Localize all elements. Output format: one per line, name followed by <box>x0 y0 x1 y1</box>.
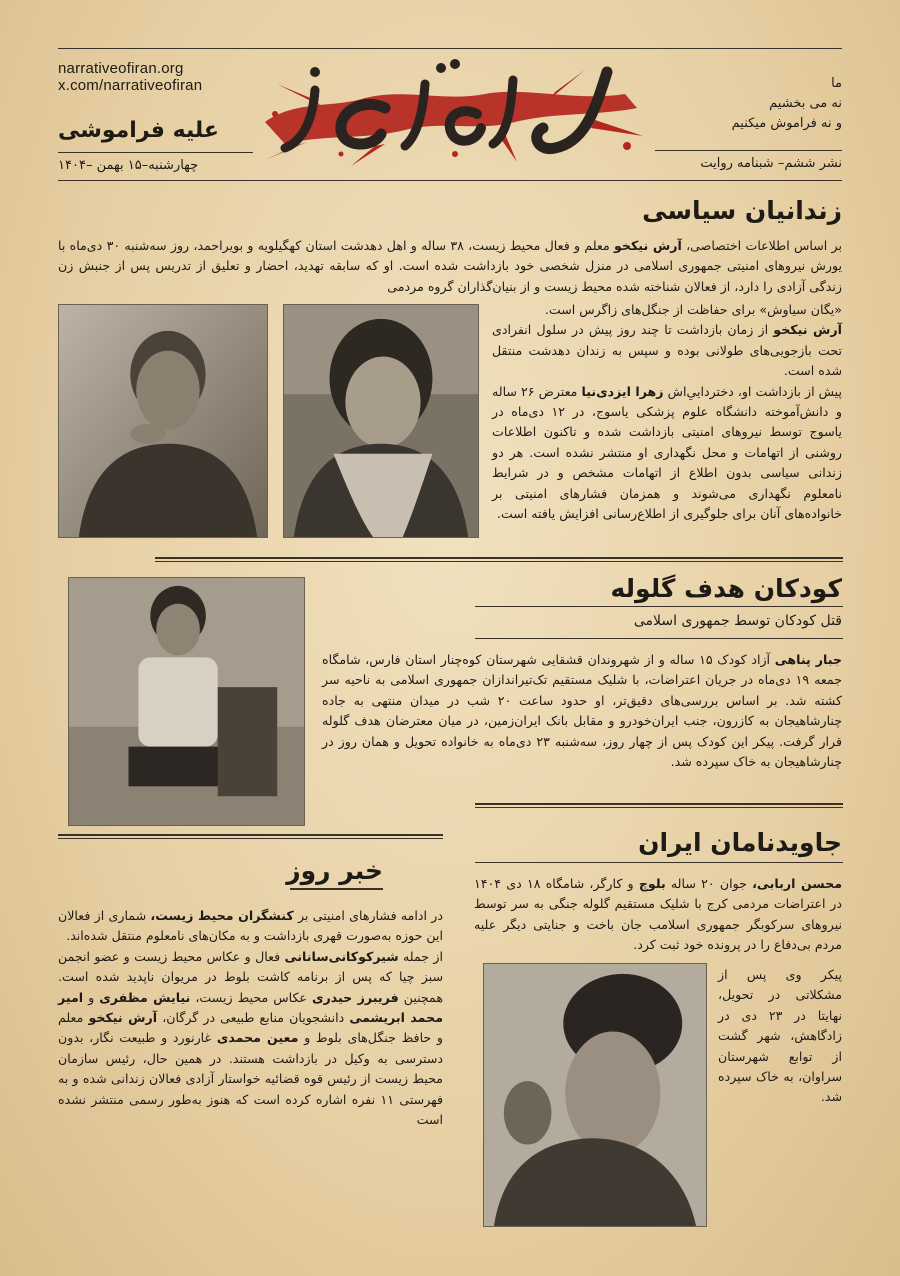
header-left-rule <box>58 152 253 153</box>
news-name-4: امیر محمد ابریشمی <box>58 989 444 1026</box>
news-p1 <box>58 906 443 947</box>
children-paragraph <box>322 650 842 772</box>
martyrs-rule <box>475 862 843 863</box>
martyr-name-mohsen: محسن اربابی، <box>752 876 842 891</box>
martyrs-p1-bold: بلوچ <box>638 876 666 891</box>
news-p2-prefix: از جمله <box>403 948 443 964</box>
slogan <box>642 72 842 136</box>
prisoners-intro-paragraph <box>58 236 842 297</box>
prisoners-p3 <box>492 320 842 381</box>
header-bottom-rule <box>58 180 842 181</box>
political-prisoners-title: زندانیان سیاسی <box>642 196 842 225</box>
slogan-line-3: و نه فراموش میکنیم <box>731 116 842 131</box>
prisoners-p2: «یگان سیاوش» برای حفاظت از جنگل‌های زاگرس است. <box>544 302 842 317</box>
news-name-6: معین محمدی <box>216 1030 299 1046</box>
children-title: کودکان هدف گلوله <box>610 574 842 603</box>
news-p2-rest: غارنورد و طبیعت نگار، بدون دسترسی به وکیل در بازداشت هستند. در همین حال، رئیس سازمان محیط زیست از رئیس قوه قضائیه خواستار آزادی فعالان زندانی شده و به فهرستی ۱۱ نفره اشاره کرده است که هنوز به‌طور رسمی منتشر نشده است <box>58 1030 443 1128</box>
news-name-2: فریبرز حیدری <box>311 989 399 1005</box>
prisoners-p4-rest: معترض ۲۶ ساله و دانش‌آموخته دانشگاه علوم پزشکی یاسوج، در ۱۲ دی‌ماه در یاسوج توسط نیروهای امنیتی بازداشت شده و تاکنون اطلاعات روشنی از اتهامات و محل نگهداری او منتشر نشده است. هر دو زندانی سیاسی بدون اطلاع از اتهامات مشخص و در شرایط نامعلوم نگهداری می‌شوند و همزمان فشارهای امنیتی بر خانواده‌های آنان برای جلوگیری از اطلاع‌رسانی افزایش یافته است. <box>492 383 843 522</box>
section-divider-3 <box>58 834 443 839</box>
prisoner-name-arash-2: آرش نیکخو <box>773 322 842 338</box>
prisoners-details <box>492 300 842 524</box>
martyrs-burial-paragraph: پیکر وی پس از مشکلاتی در تحویل، نهایتا در ۲۳ دی در زادگاهش، شهر گشت از توابع شهرستان سراوان، به خاک سپرده شد. <box>718 967 842 1105</box>
news-p2-mid4: معلم و حافظ جنگل‌های بلوط و <box>58 1010 443 1046</box>
edition-label: نشر ششم– شبنامه روایت <box>700 156 842 171</box>
news-p1-bold: کنشگران محیط زیست، <box>150 908 294 923</box>
prisoner-name-zahra: زهرا ایزدی‌نیا <box>581 383 664 399</box>
section-divider-1 <box>155 557 843 562</box>
photo-jabbar-panahi <box>68 577 305 826</box>
prisoners-p4-prefix: پیش از بازداشت او، دخترداییِ‌اش <box>667 383 842 399</box>
child-name-jabbar: جبار پناهی <box>774 652 842 667</box>
slogan-line-1: ما <box>831 76 842 91</box>
prisoners-p4 <box>492 382 842 525</box>
news-name-1: شیرکوکانی‌سانانی <box>284 948 399 964</box>
news-p1-rest: شماری از فعالان این حوزه به‌صورت قهری بازداشت و به مکان‌های نامعلوم منتقل شده‌اند. <box>58 908 443 944</box>
news-p2-mid2: عکاس محیط زیست، <box>195 989 307 1005</box>
martyrs-paragraph <box>474 874 842 956</box>
prisoners-p1-prefix: بر اساس اطلاعات اختصاصی، <box>686 238 842 253</box>
prisoner-name-arash: آرش نیکخو <box>614 238 682 253</box>
children-subtitle: قتل کودکان توسط جمهوری اسلامی <box>633 613 842 629</box>
photo-arash-nikkhoo <box>58 304 268 538</box>
site-links <box>58 60 202 94</box>
martyrs-p1-rest: و کارگر، شامگاه ۱۸ دی ۱۴۰۴ در اعتراضات مردمی کرج با شلیک مستقیم گلوله جنگی به سر توسط نیروهای سرکوبگر جمهوری اسلامب جان باخت و جنایتی دیگر علیه مردم بی‌دفاع را در پرونده خود ثبت کرد. <box>474 876 842 953</box>
photo-zahra-izadinia <box>283 304 479 538</box>
news-name-5: آرش نیکخو <box>88 1010 158 1026</box>
children-rule-bottom <box>475 638 843 639</box>
news-p2-mid1: فعال و عکاس محیط زیست و عضو انجمن سبز چیا که پس از برنامه کاشت بلوط در مریوان ناپدید شده است. همچنین <box>58 948 443 1005</box>
news-p1-prefix: در ادامه فشارهای امنیتی بر <box>297 908 443 923</box>
news-body <box>58 906 443 1130</box>
news-p2-mid3: دانشجویان منابع طبیعی در گرگان، <box>162 1010 345 1026</box>
masthead-logo <box>255 50 645 168</box>
photo-mohsen-arbabi <box>483 963 707 1227</box>
news-p2-and: و <box>88 989 95 1005</box>
section-divider-2 <box>475 803 843 808</box>
martyrs-p1-mid: جوان ۲۰ ساله <box>670 876 747 891</box>
issue-date: چهارشنبه–۱۵ بهمن –۱۴۰۴ <box>58 158 199 173</box>
news-name-3: نیایش مظفری <box>99 989 191 1005</box>
x-url-link[interactable]: x.com/narrativeofiran <box>58 77 203 94</box>
news-p2 <box>58 947 443 1131</box>
martyrs-title: جاویدنامان ایران <box>638 828 842 857</box>
header-right-rule <box>655 150 842 151</box>
header-top-rule <box>58 48 842 49</box>
slogan-line-2: نه می بخشیم <box>769 96 842 111</box>
news-title-underline <box>290 888 383 890</box>
children-text: آزاد کودک ۱۵ ساله و از شهروندان قشقایی شهرستان کوه‌چنار استان فارس، شامگاه جمعه ۱۹ دی‌ماه در جریان اعتراضات، با شلیک مستقیم تک‌تیراندازان جمهوری اسلامی به ناحیه سر کشته شد. بر اساس بررسی‌های دقیق‌تر، او حدود ساعت ۲۰ شب در میدان منتهی به جاده چنارشاهیجان به کازرون، جنب ایران‌خودرو و مقابل بانک ایران‌زمین، در میان معترضان هدف گلوله قرار گرفت. پیکر این کودک پس از چهار روز، سه‌شنبه ۲۳ دی‌ماه به خانواده تحویل و همان روز در چنارشاهیجان به خاک سپرده شد. <box>322 652 843 770</box>
children-rule-top <box>475 606 843 607</box>
prisoners-p1-rest: معلم و فعال محیط زیست، ۳۸ ساله و اهل دهدشت استان کهگیلویه و بویراحمد، روز سه‌شنبه ۳۰ دی‌ماه با یورش نیروهای امنیتی جمهوری اسلامی در منزل شخصی خود بازداشت شده است. او که سابقه تهدید، احضار و تعلیق از تدریس پس از جنبش زن زندگی آزادی را دارد، از فعالان شناخته شده محیط زیست و از بنیان‌گذاران گروه مردمی <box>58 238 842 294</box>
news-title: خبر روز <box>286 856 383 885</box>
campaign-title: علیه فراموشی <box>58 118 219 143</box>
site-url-link[interactable]: narrativeofiran.org <box>58 60 184 77</box>
prisoners-p3-rest: از زمان بازداشت تا چند روز پیش در سلول انفرادی تحت بازجویی‌های طولانی بوده و سپس به زندان دهدشت منتقل شده است. <box>492 322 842 379</box>
